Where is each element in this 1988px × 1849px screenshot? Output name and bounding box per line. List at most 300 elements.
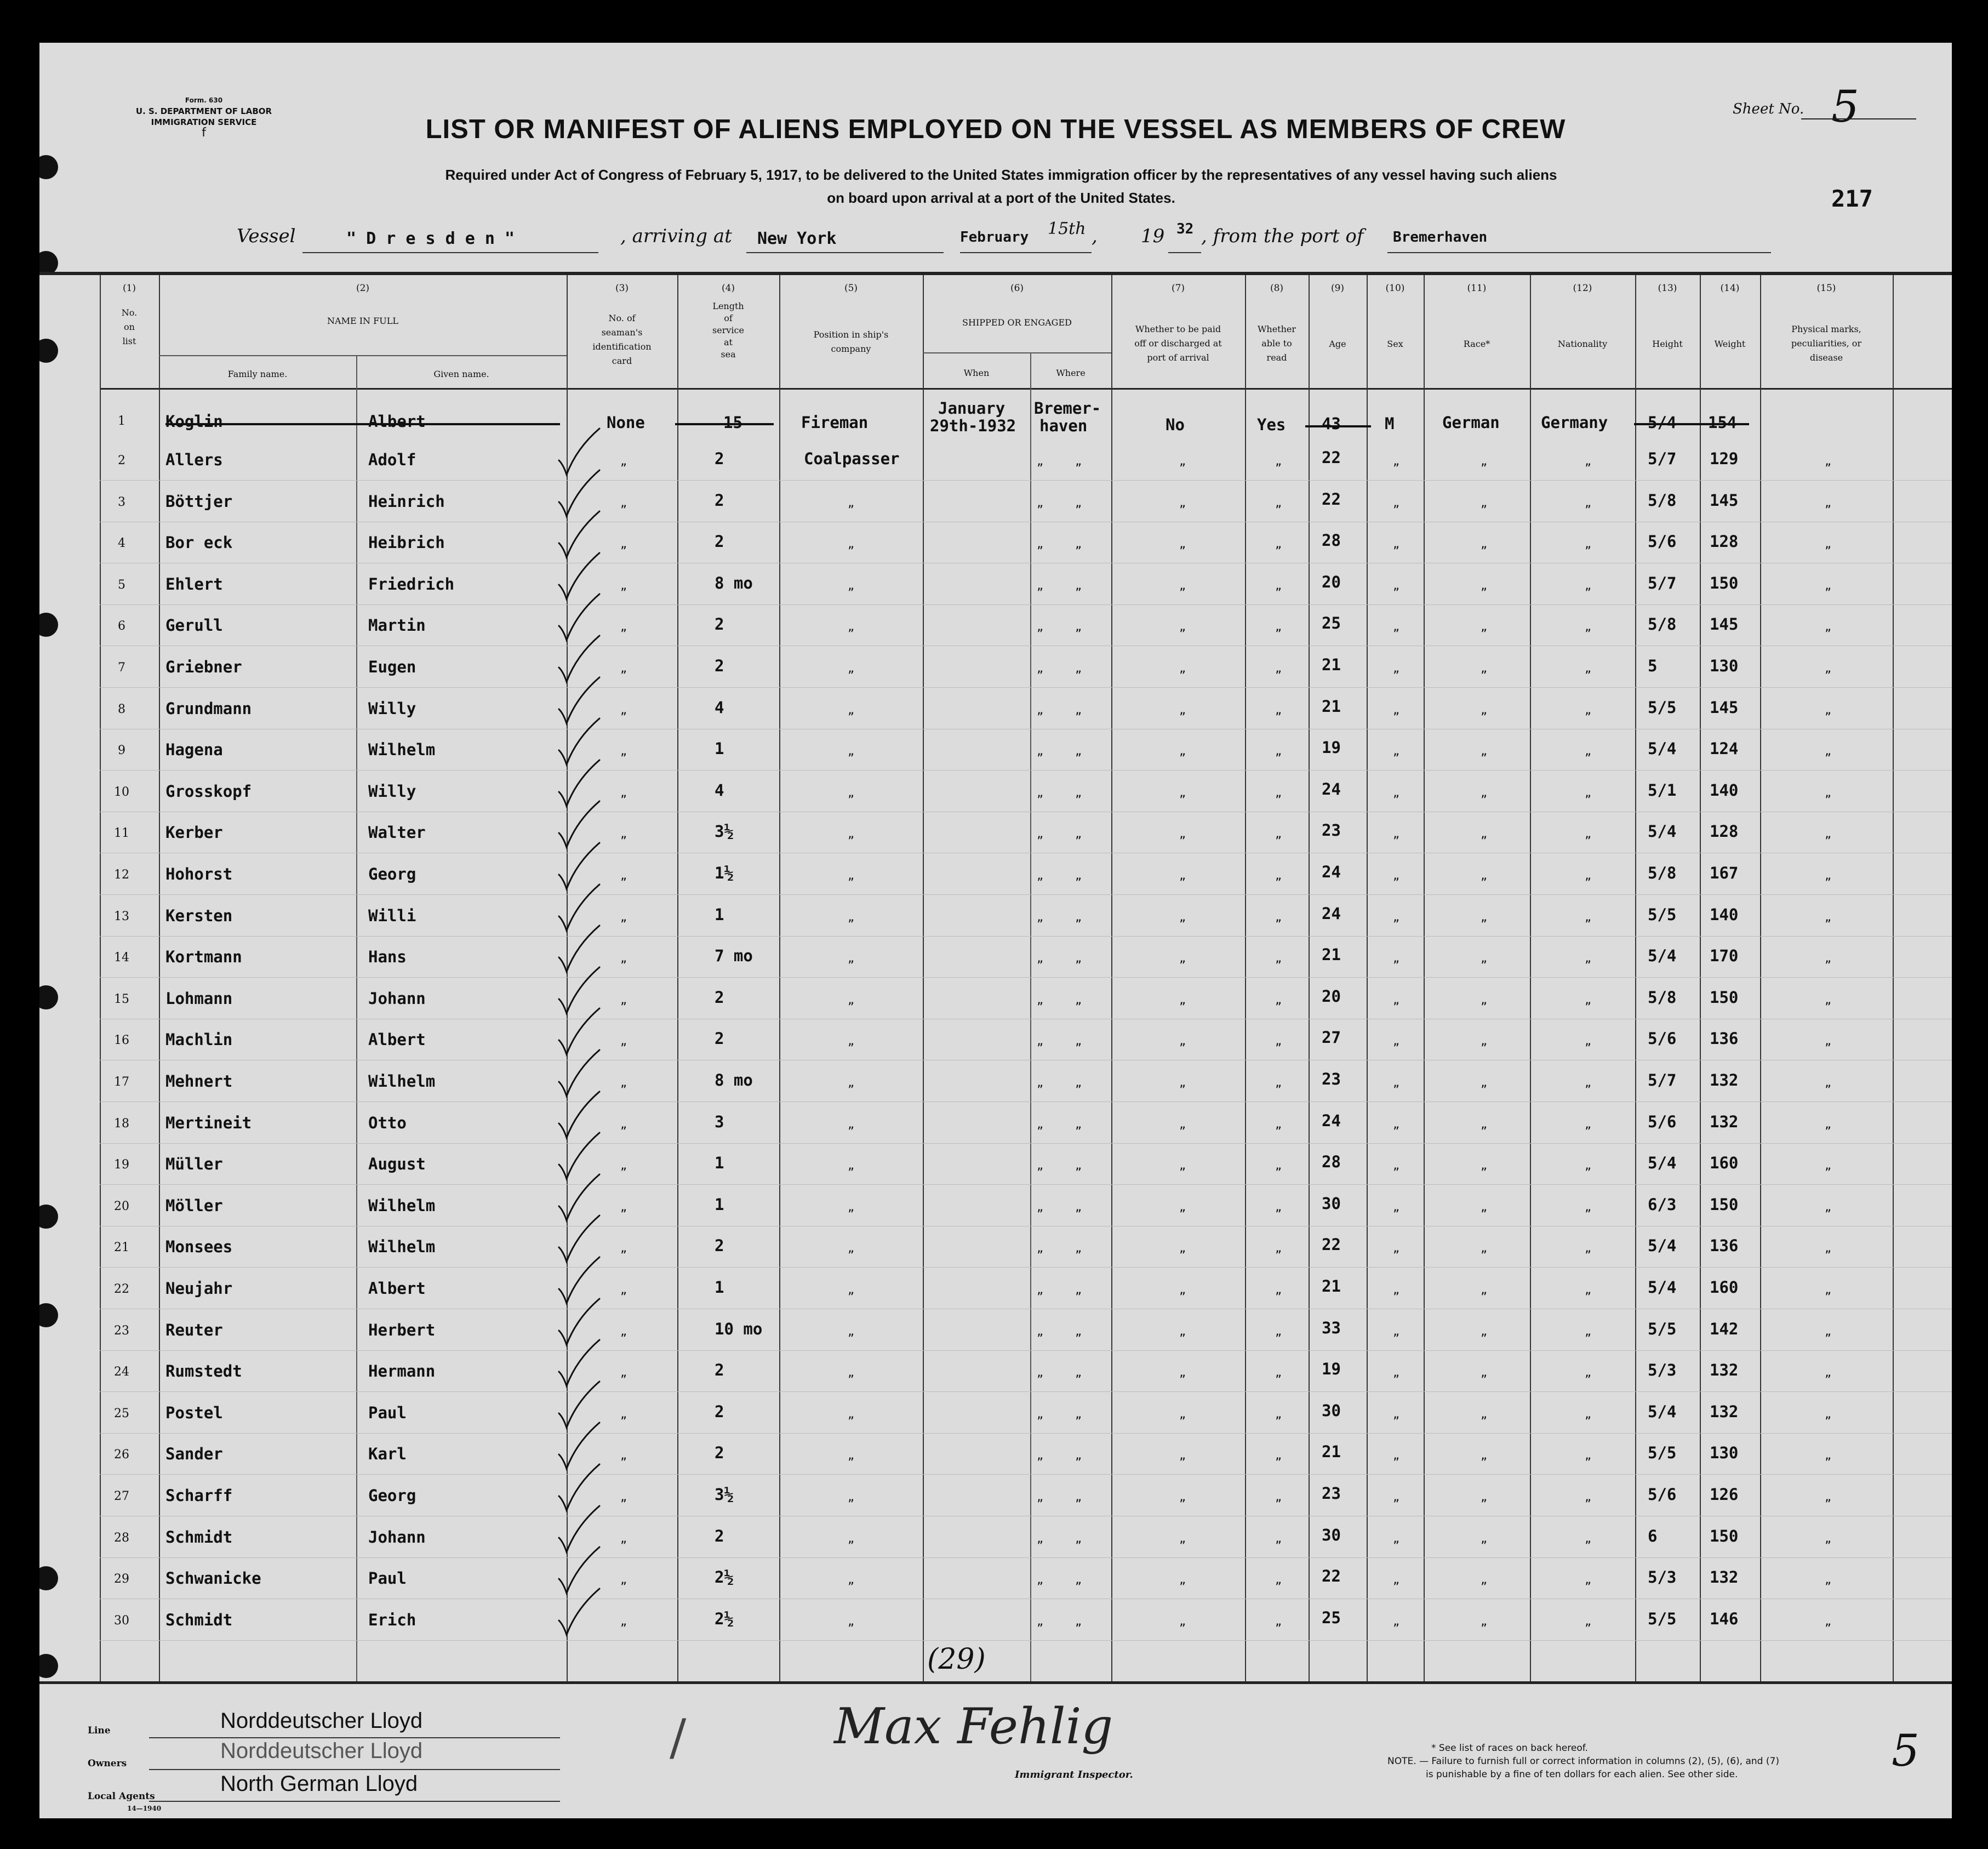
when-ditto: ” xyxy=(1037,1166,1044,1179)
col-head-marks: Physical marks, peculiarities, or disease xyxy=(1791,324,1862,363)
age: 24 xyxy=(1322,1111,1341,1130)
seaman-id-ditto: ” xyxy=(620,1000,627,1013)
nationality-ditto: ” xyxy=(1585,1041,1592,1055)
header-bottom-rule xyxy=(100,388,1952,390)
arrival-month: February xyxy=(960,229,1029,246)
height: 5/4 xyxy=(1648,1402,1677,1421)
nationality-ditto: ” xyxy=(1585,1580,1592,1594)
table-row xyxy=(39,1271,1952,1310)
read-ditto: ” xyxy=(1275,710,1282,723)
owners-underline xyxy=(149,1769,560,1770)
seaman-id: None xyxy=(607,413,645,432)
family-name: Schmidt xyxy=(165,1610,233,1629)
row-number: 10 xyxy=(114,785,129,799)
age: 24 xyxy=(1322,904,1341,923)
nationality-ditto: ” xyxy=(1585,1538,1592,1552)
read-ditto: ” xyxy=(1275,1290,1282,1303)
read-ditto: ” xyxy=(1275,1373,1282,1386)
race-ditto: ” xyxy=(1481,792,1488,806)
race-note: * See list of races on back hereof. xyxy=(1431,1743,1588,1754)
nationality-ditto: ” xyxy=(1585,834,1592,848)
family-name: Kortmann xyxy=(165,948,242,967)
col-number: (2) xyxy=(356,283,370,294)
position-ditto: ” xyxy=(848,669,855,682)
paid-off-ditto: ” xyxy=(1179,1166,1186,1179)
stamp-number: 217 xyxy=(1831,185,1873,212)
row-rule xyxy=(100,1433,1952,1434)
read-ditto: ” xyxy=(1275,669,1282,682)
position-ditto: ” xyxy=(848,1373,855,1386)
col-head-shipped: SHIPPED OR ENGAGED xyxy=(962,317,1072,328)
position-ditto: ” xyxy=(848,1331,855,1345)
height: 5/8 xyxy=(1648,988,1677,1007)
where-ditto: ” xyxy=(1075,1497,1082,1510)
sex-ditto: ” xyxy=(1393,1538,1400,1552)
weight: 132 xyxy=(1710,1361,1739,1380)
given-name: Albert xyxy=(368,1279,426,1298)
family-name: Kersten xyxy=(165,906,233,925)
sex-ditto: ” xyxy=(1393,1166,1400,1179)
nationality-ditto: ” xyxy=(1585,917,1592,931)
sex-ditto: ” xyxy=(1393,1373,1400,1386)
paid-off-ditto: ” xyxy=(1179,1414,1186,1428)
nationality-ditto: ” xyxy=(1585,1083,1592,1096)
marks-ditto: ” xyxy=(1825,1207,1832,1220)
sex-ditto: ” xyxy=(1393,1083,1400,1096)
col-number: (13) xyxy=(1658,283,1677,294)
seaman-id-ditto: ” xyxy=(620,1041,627,1055)
year-prefix: 19 xyxy=(1141,225,1165,247)
marks-ditto: ” xyxy=(1825,669,1832,682)
paid-off-ditto: ” xyxy=(1179,585,1186,599)
position-ditto: ” xyxy=(848,1414,855,1428)
seaman-id-ditto: ” xyxy=(620,585,627,599)
height: 5/5 xyxy=(1648,1443,1677,1463)
weight: 132 xyxy=(1710,1568,1739,1587)
family-name: Schmidt xyxy=(165,1527,233,1546)
height: 5/7 xyxy=(1648,1071,1677,1089)
when-ditto: ” xyxy=(1037,461,1044,475)
length-of-service: 2 xyxy=(715,532,724,551)
given-name: Wilhelm xyxy=(368,1196,436,1215)
sex-ditto: ” xyxy=(1393,461,1400,475)
col-head-length: Length of service at sea xyxy=(712,301,744,359)
marks-ditto: ” xyxy=(1825,461,1832,475)
row-number: 3 xyxy=(118,495,125,509)
family-name: Mehnert xyxy=(165,1072,233,1091)
when-ditto: ” xyxy=(1037,792,1044,806)
weight: 129 xyxy=(1710,449,1739,468)
col-number: (1) xyxy=(122,283,136,294)
seaman-id-ditto: ” xyxy=(620,461,627,475)
read-ditto: ” xyxy=(1275,1041,1282,1055)
height: 5 xyxy=(1648,657,1658,675)
family-name: Gerull xyxy=(165,616,223,635)
position-ditto: ” xyxy=(848,1248,855,1262)
sex-ditto: ” xyxy=(1393,876,1400,889)
where-ditto: ” xyxy=(1075,1414,1082,1428)
length-of-service: 15 xyxy=(723,413,742,432)
penalty-note-1: NOTE. — Failure to furnish full or correct information in columns (2), (5), (6), and (7) xyxy=(1387,1756,1779,1767)
given-name: Friedrich xyxy=(368,574,455,593)
where-ditto: ” xyxy=(1075,544,1082,558)
table-row xyxy=(39,1561,1952,1600)
seaman-id-ditto: ” xyxy=(620,917,627,931)
where-ditto: ” xyxy=(1075,792,1082,806)
table-row xyxy=(39,484,1952,523)
given-name: Hans xyxy=(368,948,407,967)
read-ditto: ” xyxy=(1275,461,1282,475)
table-row xyxy=(39,526,1952,564)
given-name: Walter xyxy=(368,823,426,842)
subtitle-line-2: on board upon arrival at a port of the United States. xyxy=(827,190,1175,206)
paid-off-ditto: ” xyxy=(1179,1000,1186,1013)
row-number: 24 xyxy=(114,1365,129,1379)
length-of-service: 1 xyxy=(715,1195,724,1214)
paid-off-ditto: ” xyxy=(1179,1538,1186,1552)
paid-off-ditto: ” xyxy=(1179,1124,1186,1138)
marks-ditto: ” xyxy=(1825,1497,1832,1510)
paid-off-ditto: ” xyxy=(1179,1207,1186,1220)
row-number: 18 xyxy=(114,1116,129,1131)
read-ditto: ” xyxy=(1275,876,1282,889)
sex-ditto: ” xyxy=(1393,627,1400,641)
weight: 140 xyxy=(1710,905,1739,924)
weight: 126 xyxy=(1710,1485,1739,1504)
family-name: Scharff xyxy=(165,1486,233,1505)
owners-value: Norddeutscher Lloyd xyxy=(220,1739,423,1763)
length-of-service: 10 mo xyxy=(715,1319,763,1338)
weight: 150 xyxy=(1710,1195,1739,1214)
punch-hole xyxy=(39,155,58,179)
height: 5/7 xyxy=(1648,449,1677,468)
row-number: 2 xyxy=(118,454,125,467)
read-ditto: ” xyxy=(1275,834,1282,848)
race-ditto: ” xyxy=(1481,917,1488,931)
marks-ditto: ” xyxy=(1825,1331,1832,1345)
height: 5/6 xyxy=(1648,1029,1677,1048)
table-row xyxy=(39,608,1952,647)
subtitle xyxy=(220,163,1782,209)
where-ditto: ” xyxy=(1075,503,1082,516)
row-rule xyxy=(100,1267,1952,1268)
age: 21 xyxy=(1322,697,1341,716)
col-head-seaman-id: No. of seaman's identification card xyxy=(592,313,652,366)
seaman-id-ditto: ” xyxy=(620,958,627,972)
seaman-id-ditto: ” xyxy=(620,1621,627,1635)
length-of-service: 4 xyxy=(715,780,724,800)
seaman-id-ditto: ” xyxy=(620,876,627,889)
age: 22 xyxy=(1322,1567,1341,1586)
where-ditto: ” xyxy=(1075,710,1082,723)
race-ditto: ” xyxy=(1481,627,1488,641)
marks-ditto: ” xyxy=(1825,1621,1832,1635)
paid-off-ditto: ” xyxy=(1179,627,1186,641)
check-mark-icon xyxy=(555,1587,604,1639)
date-comma: , xyxy=(1092,225,1098,247)
footnote xyxy=(1387,1742,1903,1781)
table-row xyxy=(39,1023,1952,1061)
read-ditto: ” xyxy=(1275,627,1282,641)
read-ditto: ” xyxy=(1275,1000,1282,1013)
nationality-ditto: ” xyxy=(1585,1207,1592,1220)
nationality-ditto: ” xyxy=(1585,1248,1592,1262)
when-ditto: ” xyxy=(1037,585,1044,599)
height: 5/6 xyxy=(1648,532,1677,551)
weight: 130 xyxy=(1710,657,1739,675)
paid-off-ditto: ” xyxy=(1179,1456,1186,1469)
position-ditto: ” xyxy=(848,751,855,765)
table-row xyxy=(39,650,1952,688)
col-head-race: Race* xyxy=(1463,339,1490,349)
row-number: 30 xyxy=(114,1613,129,1628)
date-underline xyxy=(960,252,1092,253)
where-ditto: ” xyxy=(1075,1331,1082,1345)
row-number: 8 xyxy=(118,702,125,716)
read-ditto: ” xyxy=(1275,958,1282,972)
given-name: Adolf xyxy=(368,450,416,469)
family-name: Hohorst xyxy=(165,865,233,883)
nationality-ditto: ” xyxy=(1585,710,1592,723)
length-of-service: 2 xyxy=(715,1029,724,1048)
sex-ditto: ” xyxy=(1393,710,1400,723)
table-row xyxy=(39,899,1952,937)
weight: 140 xyxy=(1710,780,1739,800)
age: 30 xyxy=(1322,1401,1341,1420)
race-ditto: ” xyxy=(1481,834,1488,848)
weight: 130 xyxy=(1710,1443,1739,1463)
weight: 167 xyxy=(1710,864,1739,882)
given-name: Eugen xyxy=(368,658,416,676)
sex-ditto: ” xyxy=(1393,1248,1400,1262)
weight: 136 xyxy=(1710,1029,1739,1048)
read-ditto: ” xyxy=(1275,751,1282,765)
seaman-id-ditto: ” xyxy=(620,1124,627,1138)
where-ditto: ” xyxy=(1075,585,1082,599)
paid-off-ditto: ” xyxy=(1179,1083,1186,1096)
sex-ditto: ” xyxy=(1393,1124,1400,1138)
length-of-service: 2 xyxy=(715,657,724,675)
race-ditto: ” xyxy=(1481,710,1488,723)
marks-ditto: ” xyxy=(1825,834,1832,848)
sex-ditto: ” xyxy=(1393,1497,1400,1510)
row-number: 23 xyxy=(114,1323,129,1338)
nationality-ditto: ” xyxy=(1585,792,1592,806)
year-underline xyxy=(1168,252,1201,253)
paid-off-ditto: ” xyxy=(1179,1331,1186,1345)
age: 33 xyxy=(1322,1318,1341,1337)
height: 5/1 xyxy=(1648,780,1677,800)
table-row xyxy=(39,692,1952,730)
row-number: 11 xyxy=(114,826,129,841)
inspector-signature: Max Fehlig xyxy=(834,1698,1113,1755)
row-number: 7 xyxy=(118,661,125,675)
where-ditto: ” xyxy=(1075,1621,1082,1635)
row-rule xyxy=(100,1143,1952,1144)
col-number: (14) xyxy=(1720,283,1740,294)
height: 5/4 xyxy=(1648,1278,1677,1297)
paid-off-ditto: ” xyxy=(1179,669,1186,682)
family-name: Mertineit xyxy=(165,1113,252,1132)
marks-ditto: ” xyxy=(1825,751,1832,765)
sex-ditto: ” xyxy=(1393,917,1400,931)
penalty-note-2: is punishable by a fine of ten dollars for each alien. See other side. xyxy=(1426,1769,1738,1780)
read-ditto: ” xyxy=(1275,1124,1282,1138)
length-of-service: 3½ xyxy=(715,1485,734,1504)
read-ditto: ” xyxy=(1275,1497,1282,1510)
weight: 150 xyxy=(1710,573,1739,592)
height: 5/5 xyxy=(1648,1609,1677,1628)
vessel-underline xyxy=(302,252,598,253)
col-number: (15) xyxy=(1816,283,1836,294)
race-ditto: ” xyxy=(1481,669,1488,682)
where-ditto: ” xyxy=(1075,1166,1082,1179)
when-ditto: ” xyxy=(1037,876,1044,889)
family-name: Griebner xyxy=(165,658,242,676)
when-ditto: ” xyxy=(1037,503,1044,516)
position-ditto: ” xyxy=(848,1207,855,1220)
position-ditto: ” xyxy=(848,1290,855,1303)
given-name: Georg xyxy=(368,865,416,883)
table-row xyxy=(39,399,1952,443)
weight: 145 xyxy=(1710,698,1739,717)
position-ditto: ” xyxy=(848,710,855,723)
sheet-number: 5 xyxy=(1831,81,1859,132)
where-ditto: ” xyxy=(1075,834,1082,848)
sex-ditto: ” xyxy=(1393,792,1400,806)
col-head-sex: Sex xyxy=(1387,339,1403,349)
table-row xyxy=(39,1147,1952,1185)
family-name: Möller xyxy=(165,1196,223,1215)
row-rule xyxy=(100,770,1952,771)
position-ditto: ” xyxy=(848,585,855,599)
position-ditto: ” xyxy=(848,1166,855,1179)
given-name: Paul xyxy=(368,1569,407,1588)
row-number: 15 xyxy=(114,992,129,1006)
family-name: Grundmann xyxy=(165,699,252,718)
nationality-ditto: ” xyxy=(1585,461,1592,475)
when-ditto: ” xyxy=(1037,1621,1044,1635)
table-row xyxy=(39,733,1952,771)
sheet-underline xyxy=(1801,118,1916,119)
corner-number: 5 xyxy=(1892,1725,1920,1776)
seaman-id-ditto: ” xyxy=(620,1166,627,1179)
position-ditto: ” xyxy=(848,1041,855,1055)
family-name: Bor eck xyxy=(165,533,233,552)
length-of-service: 2½ xyxy=(715,1609,734,1628)
sex-ditto: ” xyxy=(1393,1331,1400,1345)
given-name: Karl xyxy=(368,1445,407,1464)
paid-off-ditto: ” xyxy=(1179,876,1186,889)
owners-label: Owners xyxy=(88,1758,127,1769)
name-header-rule xyxy=(159,355,567,356)
row-number: 26 xyxy=(114,1448,129,1462)
marks-ditto: ” xyxy=(1825,585,1832,599)
row-number: 13 xyxy=(114,909,129,923)
arriving-label: , arriving at xyxy=(620,225,732,247)
row-rule xyxy=(100,1640,1952,1641)
col-head-when: When xyxy=(963,368,990,378)
seaman-id-ditto: ” xyxy=(620,1248,627,1262)
given-name: Hermann xyxy=(368,1362,436,1381)
when-ditto: ” xyxy=(1037,544,1044,558)
table-row xyxy=(39,981,1952,1020)
line-label: Line xyxy=(88,1725,111,1736)
seaman-id-ditto: ” xyxy=(620,669,627,682)
row-number: 6 xyxy=(118,619,125,634)
seaman-id-ditto: ” xyxy=(620,751,627,765)
table-row xyxy=(39,567,1952,606)
form-mark: f xyxy=(202,126,206,140)
race-ditto: ” xyxy=(1481,1041,1488,1055)
length-of-service: 2 xyxy=(715,490,724,510)
height: 5/7 xyxy=(1648,573,1677,592)
col-head-age: Age xyxy=(1329,339,1346,349)
race-ditto: ” xyxy=(1481,876,1488,889)
seaman-id-ditto: ” xyxy=(620,710,627,723)
paid-off-ditto: ” xyxy=(1179,503,1186,516)
col-number: (8) xyxy=(1270,283,1284,294)
row-number: 27 xyxy=(114,1490,129,1503)
paid-off-ditto: ” xyxy=(1179,544,1186,558)
when-ditto: ” xyxy=(1037,917,1044,931)
height: 5/4 xyxy=(1648,822,1677,841)
given-name: Paul xyxy=(368,1403,407,1422)
sex-ditto: ” xyxy=(1393,1041,1400,1055)
length-of-service: 7 mo xyxy=(715,946,753,966)
sex-ditto: ” xyxy=(1393,503,1400,516)
nationality-ditto: ” xyxy=(1585,1166,1592,1179)
col-head-given: Given name. xyxy=(433,369,489,379)
age: 19 xyxy=(1322,1360,1341,1379)
able-to-read: Yes xyxy=(1257,415,1286,434)
where-ditto: ” xyxy=(1075,917,1082,931)
seaman-id-ditto: ” xyxy=(620,1456,627,1469)
when-ditto: ” xyxy=(1037,1373,1044,1386)
seaman-id-ditto: ” xyxy=(620,627,627,641)
when-ditto: ” xyxy=(1037,1456,1044,1469)
sex-ditto: ” xyxy=(1393,958,1400,972)
age: 23 xyxy=(1322,1070,1341,1088)
race-ditto: ” xyxy=(1481,1124,1488,1138)
family-name: Böttjer xyxy=(165,492,233,511)
arrival-day: 15th xyxy=(1048,219,1086,238)
paid-off-ditto: ” xyxy=(1179,1373,1186,1386)
given-name: Wilhelm xyxy=(368,740,436,760)
length-of-service: 2 xyxy=(715,1443,724,1463)
col-head-where: Where xyxy=(1056,368,1086,378)
row-number: 20 xyxy=(114,1199,129,1213)
where-ditto: ” xyxy=(1075,1000,1082,1013)
year-suffix: 32 xyxy=(1176,221,1194,237)
nationality-ditto: ” xyxy=(1585,585,1592,599)
age: 20 xyxy=(1322,572,1341,591)
height: 5/6 xyxy=(1648,1112,1677,1131)
table-row xyxy=(39,940,1952,978)
race-ditto: ” xyxy=(1481,1248,1488,1262)
sheet-label: Sheet No. xyxy=(1733,101,1804,117)
family-name: Hagena xyxy=(165,740,223,760)
family-name: Ehlert xyxy=(165,574,223,593)
where-ditto: ” xyxy=(1075,461,1082,475)
where-ditto: ” xyxy=(1075,1041,1082,1055)
paid-off-ditto: ” xyxy=(1179,917,1186,931)
read-ditto: ” xyxy=(1275,917,1282,931)
height: 5/3 xyxy=(1648,1568,1677,1587)
family-name: Rumstedt xyxy=(165,1362,242,1381)
table-row xyxy=(39,774,1952,813)
table-row xyxy=(39,1396,1952,1434)
